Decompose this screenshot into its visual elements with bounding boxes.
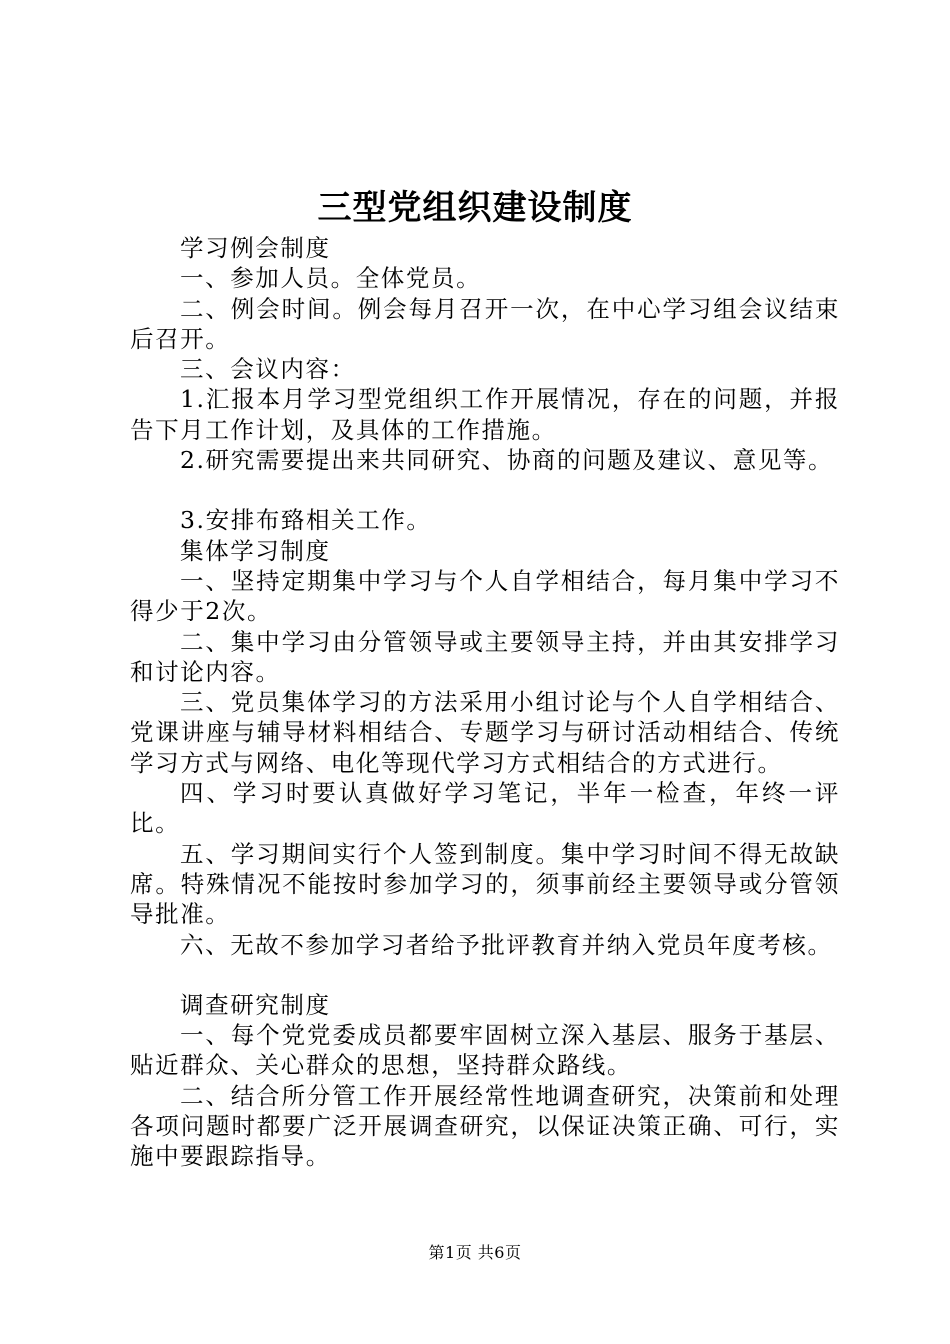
paragraph: 1.汇报本月学习型党组织工作开展情况，存在的问题，并报告下月工作计划，及具体的工作措施。 bbox=[130, 385, 840, 444]
paragraph: 六、无故不参加学习者给予批评教育并纳入党员年度考核。 bbox=[180, 930, 833, 959]
blank-line bbox=[130, 475, 840, 505]
blank-line bbox=[130, 960, 840, 990]
paragraph: 一、坚持定期集中学习与个人自学相结合，每月集中学习不得少于2次。 bbox=[130, 566, 840, 626]
paragraph: 二、例会时间。例会每月召开一次，在中心学习组会议结束后召开。 bbox=[130, 294, 840, 353]
paragraph: 五、学习期间实行个人签到制度。集中学习时间不得无故缺席。特殊情况不能按时参加学习的，须事前经主要领导或分管领导批准。 bbox=[130, 839, 840, 929]
section-heading-research: 调查研究制度 bbox=[180, 990, 331, 1019]
paragraph: 二、集中学习由分管领导或主要领导主持，并由其安排学习和讨论内容。 bbox=[130, 627, 840, 686]
paragraph: 一、每个党党委成员都要牢固树立深入基层、服务于基层、贴近群众、关心群众的思想，坚持群众路线。 bbox=[130, 1021, 840, 1080]
paragraph: 三、党员集体学习的方法采用小组讨论与个人自学相结合、党课讲座与辅导材料相结合、专题学习与研讨活动相结合、传统学习方式与网络、电化等现代学习方式相结合的方式进行。 bbox=[130, 688, 840, 777]
document-title: 三型党组织建设制度 bbox=[317, 188, 633, 228]
paragraph: 3.安排布臵相关工作。 bbox=[180, 506, 432, 535]
paragraph: 2.研究需要提出来共同研究、协商的问题及建议、意见等。 bbox=[180, 446, 834, 475]
document-body bbox=[130, 233, 840, 1172]
paragraph: 一、参加人员。全体党员。 bbox=[180, 264, 482, 293]
paragraph: 三、会议内容： bbox=[180, 355, 356, 384]
paragraph: 二、结合所分管工作开展经常性地调查研究，决策前和处理各项问题时都要广泛开展调查研究，以保证决策正确、可行，实施中要跟踪指导。 bbox=[130, 1081, 840, 1171]
section-heading-group-study: 集体学习制度 bbox=[180, 536, 331, 565]
section-heading-study-meeting: 学习例会制度 bbox=[180, 234, 331, 262]
paragraph: 四、学习时要认真做好学习笔记，半年一检查，年终一评比。 bbox=[130, 779, 840, 838]
page-footer: 第1页 共6页 bbox=[428, 1243, 522, 1262]
